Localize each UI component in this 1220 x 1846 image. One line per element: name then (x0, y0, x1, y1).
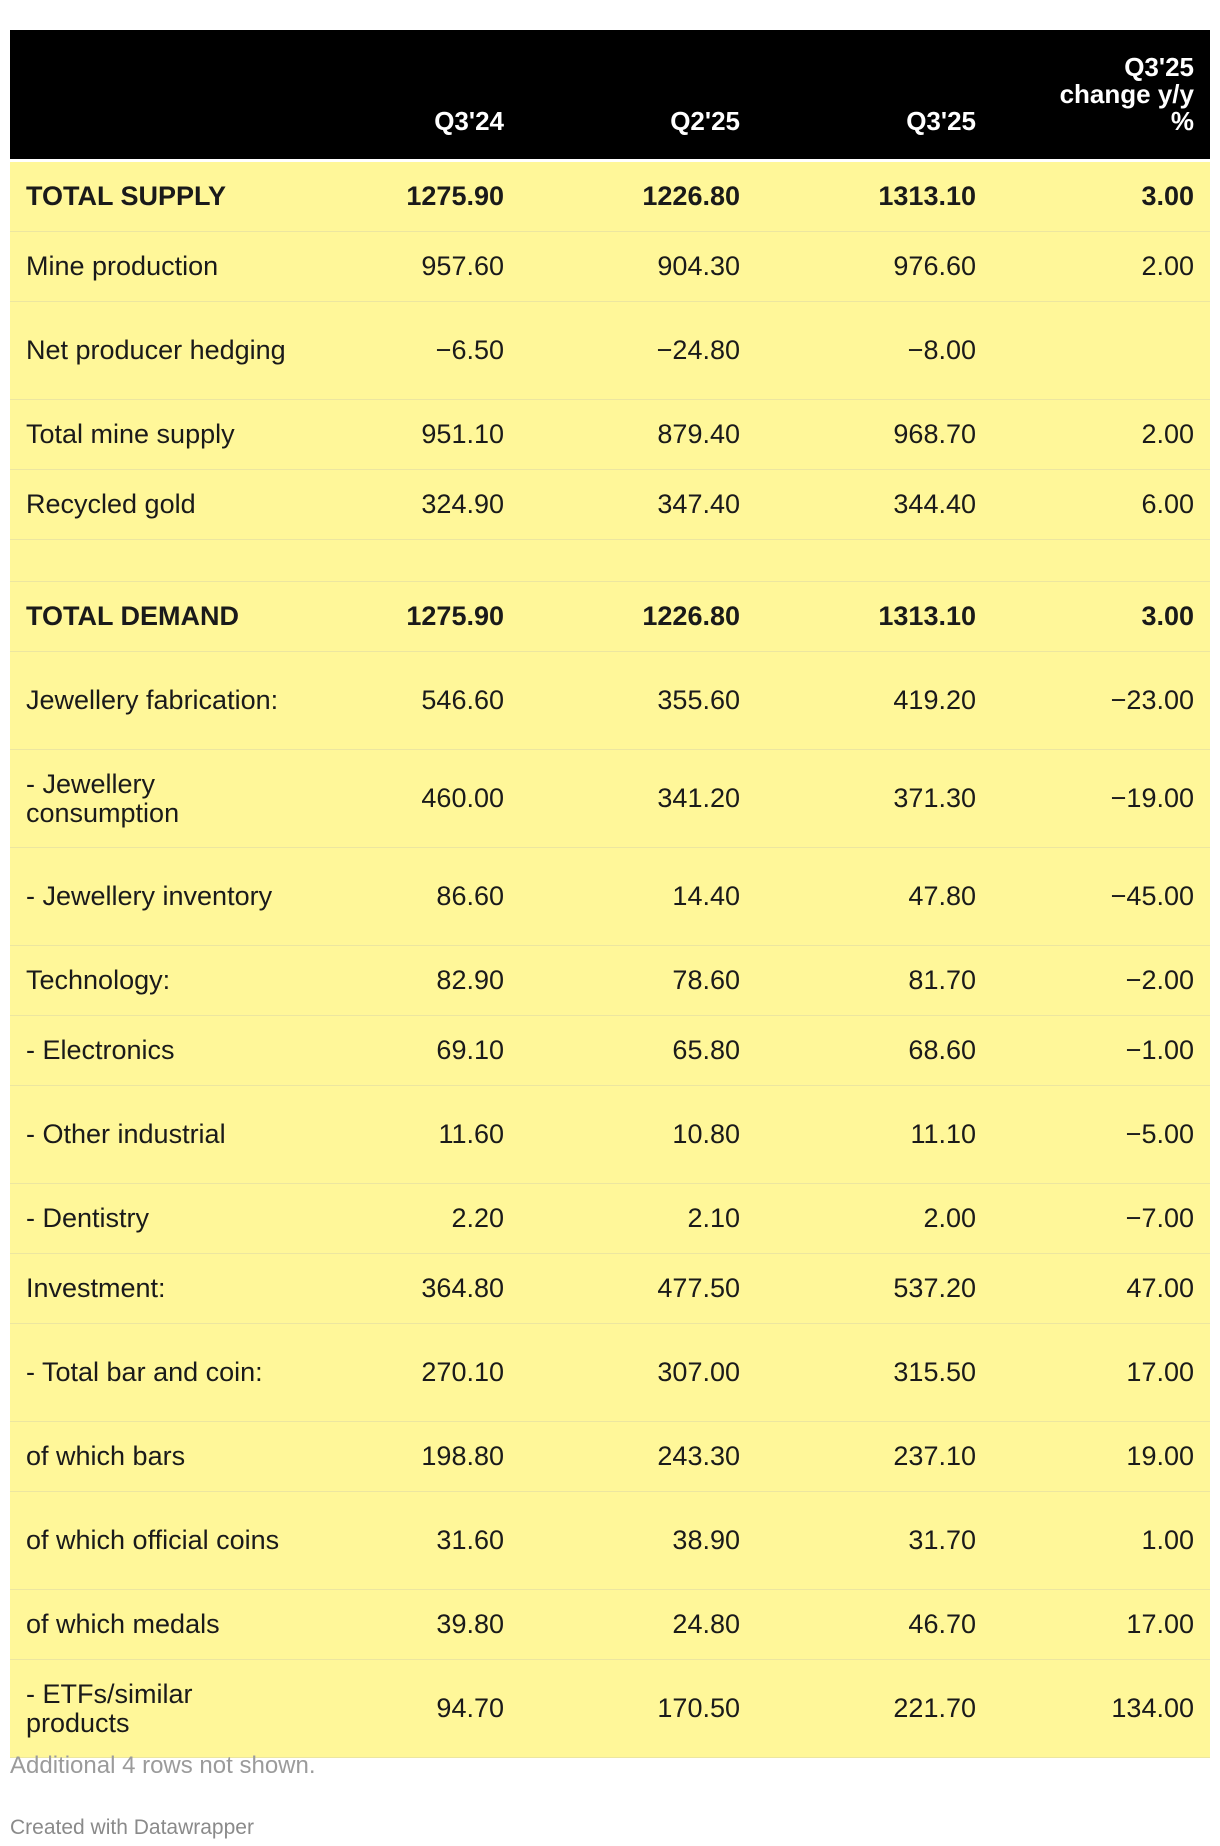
cell-value: 47.80 (740, 848, 976, 946)
table-row (10, 1254, 1210, 1324)
cell-value: 47.00 (976, 1254, 1210, 1324)
cell-value: 324.90 (310, 470, 504, 540)
cell-value: 315.50 (740, 1324, 976, 1422)
cell-value: 6.00 (976, 470, 1210, 540)
cell-value: 1275.90 (310, 161, 504, 232)
row-label: Net producer hedging (10, 302, 310, 400)
cell-value: −19.00 (976, 750, 1210, 848)
cell-value: 38.90 (504, 1492, 740, 1590)
credit-link[interactable]: Created with Datawrapper (10, 1816, 254, 1839)
cell-value: 31.70 (740, 1492, 976, 1590)
table-row (10, 232, 1210, 302)
cell-value: 11.60 (310, 1086, 504, 1184)
cell-value: 39.80 (310, 1590, 504, 1660)
cell-value: 537.20 (740, 1254, 976, 1324)
column-header-line: Q3'25 (906, 106, 976, 136)
cell-value: 10.80 (504, 1086, 740, 1184)
cell-value: 221.70 (740, 1660, 976, 1758)
cell-value: 1313.10 (740, 582, 976, 652)
cell-value: 879.40 (504, 400, 740, 470)
cell-value: 904.30 (504, 232, 740, 302)
cell-value: 341.20 (504, 750, 740, 848)
row-label: - ETFs/similar products (10, 1660, 310, 1758)
cell-value: 3.00 (976, 161, 1210, 232)
cell-value: −2.00 (976, 946, 1210, 1016)
cell-value: −7.00 (976, 1184, 1210, 1254)
cell-value: 2.10 (504, 1184, 740, 1254)
cell-value: 2.00 (976, 232, 1210, 302)
row-label: - Electronics (10, 1016, 310, 1086)
row-label: Investment: (10, 1254, 310, 1324)
table-row (10, 1492, 1210, 1590)
column-header-line: % (1170, 106, 1194, 136)
cell-value: 270.10 (310, 1324, 504, 1422)
table-row (10, 1590, 1210, 1660)
cell-value (976, 302, 1210, 400)
cell-value: 477.50 (504, 1254, 740, 1324)
cell-value: 419.20 (740, 652, 976, 750)
cell-value: 951.10 (310, 400, 504, 470)
cell-value: 170.50 (504, 1660, 740, 1758)
row-label: Total mine supply (10, 400, 310, 470)
header-row (10, 30, 1210, 161)
cell-value: 31.60 (310, 1492, 504, 1590)
cell-value: 460.00 (310, 750, 504, 848)
table-row (10, 1016, 1210, 1086)
footnote: Additional 4 rows not shown. (10, 1752, 316, 1779)
cell-value: 1226.80 (504, 582, 740, 652)
cell-value: 364.80 (310, 1254, 504, 1324)
cell-value: 94.70 (310, 1660, 504, 1758)
row-label: - Jewellery inventory (10, 848, 310, 946)
cell-value: 46.70 (740, 1590, 976, 1660)
cell-value: 17.00 (976, 1590, 1210, 1660)
column-header-line: change y/y (1059, 79, 1194, 109)
row-label: of which official coins (10, 1492, 310, 1590)
cell-value: 546.60 (310, 652, 504, 750)
cell-value: 2.20 (310, 1184, 504, 1254)
cell-value: −1.00 (976, 1016, 1210, 1086)
column-header-1 (310, 30, 504, 161)
table-container (10, 30, 1210, 1758)
table-row (10, 1184, 1210, 1254)
column-header-0 (10, 30, 310, 161)
spacer-row (10, 540, 1210, 582)
cell-value: 307.00 (504, 1324, 740, 1422)
cell-value: 3.00 (976, 582, 1210, 652)
row-label: TOTAL SUPPLY (10, 161, 310, 232)
row-label: - Total bar and coin: (10, 1324, 310, 1422)
cell-value: 14.40 (504, 848, 740, 946)
cell-value: 198.80 (310, 1422, 504, 1492)
cell-value: 347.40 (504, 470, 740, 540)
cell-value: 243.30 (504, 1422, 740, 1492)
cell-value: 17.00 (976, 1324, 1210, 1422)
cell-value: 19.00 (976, 1422, 1210, 1492)
cell-value: 344.40 (740, 470, 976, 540)
column-header-3 (740, 30, 976, 161)
cell-value: 69.10 (310, 1016, 504, 1086)
cell-value: 2.00 (976, 400, 1210, 470)
row-label: TOTAL DEMAND (10, 582, 310, 652)
row-label: Technology: (10, 946, 310, 1016)
column-header-line: Q3'25 (1124, 52, 1194, 82)
row-label: of which medals (10, 1590, 310, 1660)
row-label: Mine production (10, 232, 310, 302)
cell-value: 65.80 (504, 1016, 740, 1086)
table-row (10, 652, 1210, 750)
cell-value: −24.80 (504, 302, 740, 400)
cell-value: −45.00 (976, 848, 1210, 946)
table-row (10, 470, 1210, 540)
table-row (10, 1422, 1210, 1492)
table-row (10, 750, 1210, 848)
cell-value: −8.00 (740, 302, 976, 400)
column-header-line: Q2'25 (670, 106, 740, 136)
table-row (10, 1660, 1210, 1758)
column-header-4 (976, 30, 1210, 161)
cell-value (504, 540, 740, 582)
cell-value: 1275.90 (310, 582, 504, 652)
cell-value: 976.60 (740, 232, 976, 302)
cell-value (976, 540, 1210, 582)
cell-value: 237.10 (740, 1422, 976, 1492)
table-row (10, 848, 1210, 946)
table-row (10, 1086, 1210, 1184)
table-body (10, 161, 1210, 1758)
cell-value: −5.00 (976, 1086, 1210, 1184)
cell-value: 2.00 (740, 1184, 976, 1254)
table-row (10, 302, 1210, 400)
table-row (10, 1324, 1210, 1422)
cell-value: 1313.10 (740, 161, 976, 232)
cell-value: 81.70 (740, 946, 976, 1016)
cell-value: −6.50 (310, 302, 504, 400)
cell-value: 78.60 (504, 946, 740, 1016)
row-label: - Other industrial (10, 1086, 310, 1184)
cell-value: 68.60 (740, 1016, 976, 1086)
cell-value: 86.60 (310, 848, 504, 946)
cell-value: −23.00 (976, 652, 1210, 750)
cell-value: 11.10 (740, 1086, 976, 1184)
column-header-2 (504, 30, 740, 161)
cell-value (310, 540, 504, 582)
cell-value: 134.00 (976, 1660, 1210, 1758)
cell-value: 1.00 (976, 1492, 1210, 1590)
cell-value: 82.90 (310, 946, 504, 1016)
row-label (10, 540, 310, 582)
column-header-line: Q3'24 (434, 106, 504, 136)
row-label: of which bars (10, 1422, 310, 1492)
row-label: - Jewellery consumption (10, 750, 310, 848)
cell-value: 1226.80 (504, 161, 740, 232)
row-label: - Dentistry (10, 1184, 310, 1254)
cell-value: 968.70 (740, 400, 976, 470)
cell-value: 371.30 (740, 750, 976, 848)
cell-value: 957.60 (310, 232, 504, 302)
cell-value: 24.80 (504, 1590, 740, 1660)
row-label: Recycled gold (10, 470, 310, 540)
table-row (10, 161, 1210, 232)
cell-value (740, 540, 976, 582)
table-row (10, 582, 1210, 652)
table-row (10, 946, 1210, 1016)
supply-demand-table (10, 30, 1210, 1758)
row-label: Jewellery fabrication: (10, 652, 310, 750)
cell-value: 355.60 (504, 652, 740, 750)
table-row (10, 400, 1210, 470)
